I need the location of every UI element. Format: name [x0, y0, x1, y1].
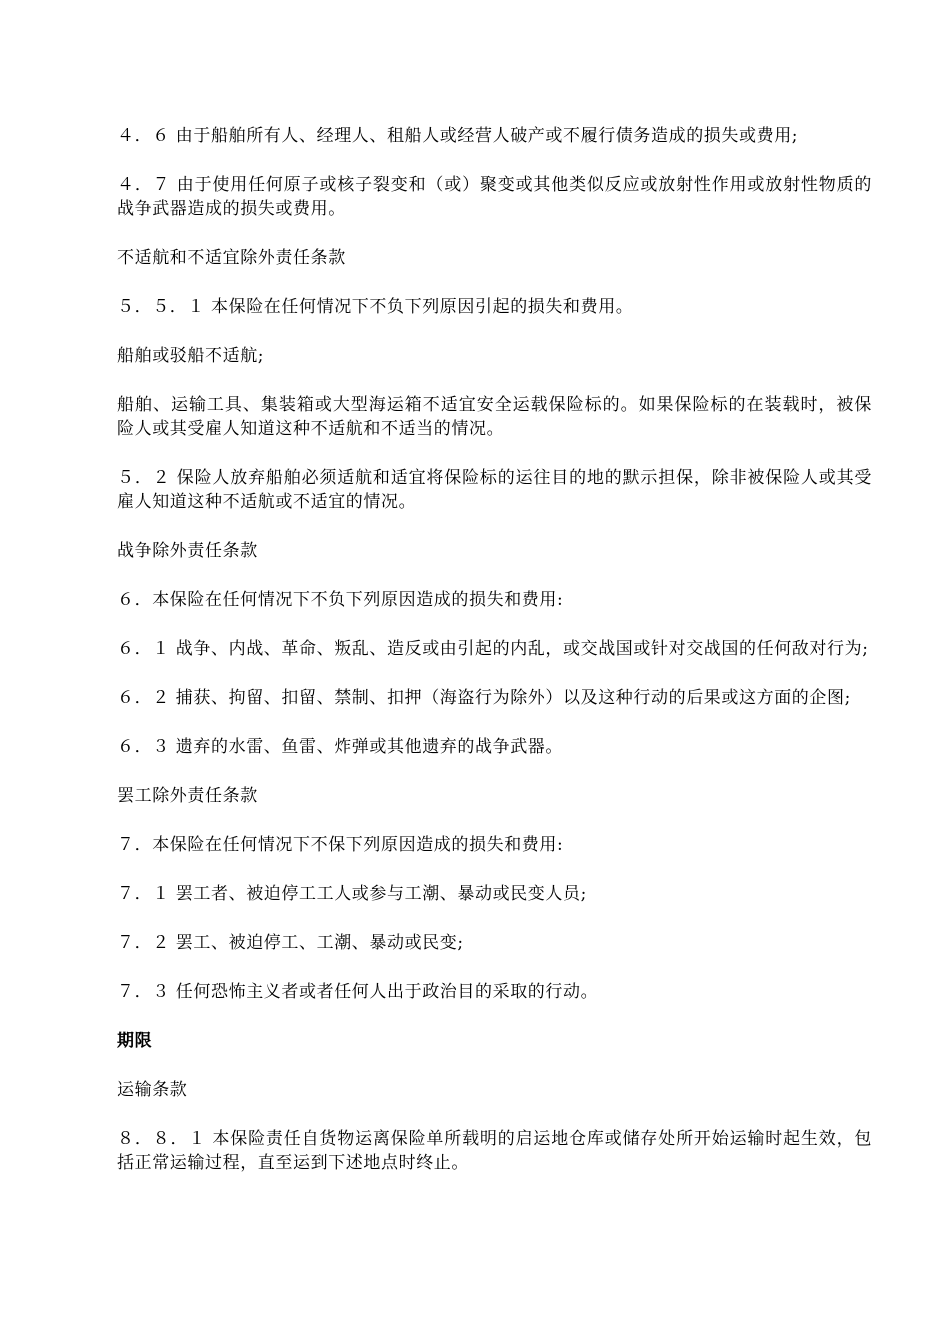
clause-conveyance-unfit: 船舶、运输工具、集装箱或大型海运箱不适宜安全运载保险标的。如果保险标的在装载时，被保险人或其受雇人知道这种不适航和不适当的情况。: [117, 395, 872, 439]
clause-7-1: ７．１ 罢工者、被迫停工工人或参与工潮、暴动或民变人员;: [117, 884, 587, 904]
clause-7: ７．本保险在任何情况下不保下列原因造成的损失和费用:: [117, 835, 564, 855]
clause-7-3: ７．３ 任何恐怖主义者或者任何人出于政治目的采取的行动。: [117, 982, 599, 1002]
clause-6-2: ６．２ 捕获、拘留、扣留、禁制、扣押（海盗行为除外）以及这种行动的后果或这方面的企图;: [117, 688, 851, 708]
section-heading-duration: 期限: [117, 1031, 153, 1051]
clause-5-2: ５．２ 保险人放弃船舶必须适航和适宜将保险标的运往目的地的默示担保，除非被保险人或其受雇人知道这种不适航或不适宜的情况。: [117, 468, 872, 512]
clause-8-8-1: ８．８．１ 本保险责任自货物运离保险单所载明的启运地仓库或储存处所开始运输时起生效，包括正常运输过程，直至运到下述地点时终止。: [117, 1129, 872, 1173]
section-title-unseaworthiness: 不适航和不适宜除外责任条款: [117, 248, 346, 268]
clause-6-3: ６．３ 遗弃的水雷、鱼雷、炸弹或其他遗弃的战争武器。: [117, 737, 564, 757]
clause-6: ６．本保险在任何情况下不负下列原因造成的损失和费用:: [117, 590, 564, 610]
document-page: [117, 124, 872, 1200]
section-title-strikes-exclusion: 罢工除外责任条款: [117, 786, 258, 806]
clause-6-1: ６．１ 战争、内战、革命、叛乱、造反或由引起的内乱，或交战国或针对交战国的任何敌对行为;: [117, 639, 869, 659]
clause-4-7: ４．７ 由于使用任何原子或核子裂变和（或）聚变或其他类似反应或放射性作用或放射性物质的战争武器造成的损失或费用。: [117, 175, 872, 219]
section-title-war-exclusion: 战争除外责任条款: [117, 541, 258, 561]
clause-vessel-unseaworthy: 船舶或驳船不适航;: [117, 346, 265, 366]
clause-7-2: ７．２ 罢工、被迫停工、工潮、暴动或民变;: [117, 933, 464, 953]
section-title-transit-clause: 运输条款: [117, 1080, 188, 1100]
clause-4-6: ４．６ 由于船舶所有人、经理人、租船人或经营人破产或不履行债务造成的损失或费用;: [117, 126, 799, 146]
clause-5-5-1: ５．５．１ 本保险在任何情况下不负下列原因引起的损失和费用。: [117, 297, 634, 317]
